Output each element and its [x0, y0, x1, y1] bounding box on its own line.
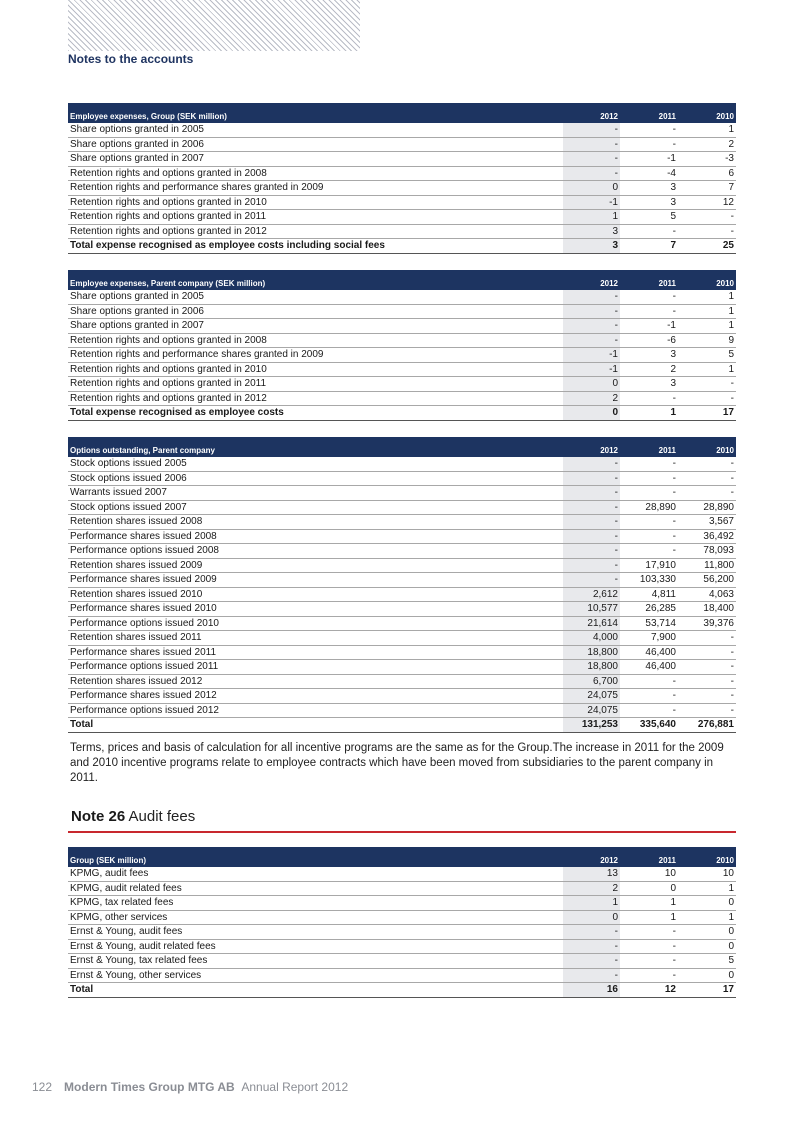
table-row: [68, 362, 736, 377]
note-divider: [68, 831, 736, 833]
cell-2011: 10: [620, 867, 678, 881]
cell-2012: 0: [563, 406, 620, 421]
cell-2012: 0: [563, 377, 620, 392]
cell-2010: 6: [678, 166, 736, 181]
cell-2011: 335,640: [620, 718, 678, 733]
row-label: Retention rights and performance shares granted in 2009: [68, 348, 563, 363]
cell-2011: 26,285: [620, 602, 678, 617]
row-label: Performance shares issued 2012: [68, 689, 563, 704]
table-options-outstanding: [68, 437, 736, 733]
cell-2012: -: [563, 573, 620, 588]
row-label: Performance shares issued 2011: [68, 645, 563, 660]
cell-2011: 1: [620, 406, 678, 421]
cell-2010: -: [678, 631, 736, 646]
cell-2012: -: [563, 457, 620, 471]
cell-2010: -: [678, 391, 736, 406]
cell-2010: 3,567: [678, 515, 736, 530]
report-name: Annual Report 2012: [241, 1080, 349, 1094]
table-row: [68, 674, 736, 689]
cell-2012: 13: [563, 867, 620, 881]
row-label: Total: [68, 718, 563, 733]
table-row: [68, 471, 736, 486]
cell-2011: 28,890: [620, 500, 678, 515]
cell-2012: 2,612: [563, 587, 620, 602]
cell-2011: 5: [620, 210, 678, 225]
cell-2012: -: [563, 471, 620, 486]
row-label: Ernst & Young, audit fees: [68, 925, 563, 940]
table-row: [68, 457, 736, 471]
note-heading: [71, 808, 195, 825]
table-row: [68, 939, 736, 954]
cell-2010: 56,200: [678, 573, 736, 588]
cell-2011: 2: [620, 362, 678, 377]
table-row: [68, 867, 736, 881]
cell-2011: -1: [620, 152, 678, 167]
row-label: KPMG, audit fees: [68, 867, 563, 881]
cell-2011: 103,330: [620, 573, 678, 588]
table-row: [68, 544, 736, 559]
table-row: [68, 529, 736, 544]
cell-2010: 17: [678, 983, 736, 998]
table-row: [68, 290, 736, 304]
row-label: Stock options issued 2006: [68, 471, 563, 486]
year-header: 2010: [678, 103, 736, 123]
row-label: Retention rights and options granted in 2010: [68, 195, 563, 210]
cell-2012: 24,075: [563, 703, 620, 718]
cell-2012: 0: [563, 181, 620, 196]
cell-2010: 12: [678, 195, 736, 210]
cell-2011: -: [620, 457, 678, 471]
cell-2012: 2: [563, 881, 620, 896]
cell-2012: 1: [563, 896, 620, 911]
row-label: KPMG, audit related fees: [68, 881, 563, 896]
cell-2010: 1: [678, 910, 736, 925]
cell-2011: 12: [620, 983, 678, 998]
year-header: 2011: [620, 437, 678, 457]
cell-2012: 10,577: [563, 602, 620, 617]
note-number: Note 26: [71, 808, 126, 825]
table-row: [68, 152, 736, 167]
cell-2010: 18,400: [678, 602, 736, 617]
cell-2010: 2: [678, 137, 736, 152]
row-label: Share options granted in 2005: [68, 290, 563, 304]
cell-2010: -: [678, 471, 736, 486]
year-header: 2012: [563, 103, 620, 123]
row-label: Retention shares issued 2009: [68, 558, 563, 573]
total-row: [68, 983, 736, 998]
row-label: Retention rights and options granted in 2012: [68, 391, 563, 406]
row-label: Share options granted in 2006: [68, 304, 563, 319]
row-label: Total expense recognised as employee costs: [68, 406, 563, 421]
table-row: [68, 631, 736, 646]
cell-2011: -: [620, 703, 678, 718]
row-label: Retention shares issued 2011: [68, 631, 563, 646]
row-label: Share options granted in 2005: [68, 123, 563, 137]
row-label: Share options granted in 2007: [68, 152, 563, 167]
table-header-row: [68, 847, 736, 867]
page-number: 122: [32, 1080, 53, 1094]
year-header: 2012: [563, 437, 620, 457]
row-label: Retention rights and options granted in 2010: [68, 362, 563, 377]
cell-2010: 1: [678, 290, 736, 304]
cell-2011: -: [620, 674, 678, 689]
cell-2011: 4,811: [620, 587, 678, 602]
table-row: [68, 645, 736, 660]
cell-2010: -: [678, 377, 736, 392]
cell-2010: -: [678, 210, 736, 225]
year-header: 2011: [620, 103, 678, 123]
year-header: 2010: [678, 270, 736, 290]
hatch-pattern-decoration: [68, 0, 360, 51]
cell-2011: -: [620, 689, 678, 704]
cell-2012: 0: [563, 910, 620, 925]
cell-2011: -: [620, 968, 678, 983]
cell-2011: 46,400: [620, 660, 678, 675]
cell-2011: -: [620, 304, 678, 319]
total-row: [68, 239, 736, 254]
cell-2011: -: [620, 529, 678, 544]
cell-2011: 1: [620, 896, 678, 911]
cell-2011: -: [620, 471, 678, 486]
year-header: 2011: [620, 847, 678, 867]
table-row: [68, 486, 736, 501]
cell-2012: 1: [563, 210, 620, 225]
cell-2011: 7: [620, 239, 678, 254]
cell-2012: -: [563, 304, 620, 319]
row-label: Retention rights and options granted in 2012: [68, 224, 563, 239]
table-row: [68, 703, 736, 718]
cell-2010: 9: [678, 333, 736, 348]
cell-2012: 3: [563, 239, 620, 254]
row-label: Performance options issued 2011: [68, 660, 563, 675]
cell-2011: -1: [620, 319, 678, 334]
table-header-row: [68, 103, 736, 123]
row-label: Stock options issued 2007: [68, 500, 563, 515]
table-row: [68, 195, 736, 210]
cell-2011: 46,400: [620, 645, 678, 660]
table-row: [68, 319, 736, 334]
cell-2012: -1: [563, 348, 620, 363]
total-row: [68, 406, 736, 421]
cell-2011: -: [620, 544, 678, 559]
table-row: [68, 304, 736, 319]
cell-2010: 11,800: [678, 558, 736, 573]
table-row: [68, 500, 736, 515]
cell-2012: -: [563, 137, 620, 152]
terms-paragraph: Terms, prices and basis of calculation for all incentive programs are the same as for the Group.The increase in 2011 for the 2009 and 2010 incentive programs relate to employee contracts which have been moved from subsidiaries to the parent company in 2011.: [70, 742, 724, 784]
row-label: KPMG, other services: [68, 910, 563, 925]
cell-2010: 1: [678, 123, 736, 137]
cell-2012: 6,700: [563, 674, 620, 689]
cell-2012: -: [563, 152, 620, 167]
cell-2010: -: [678, 645, 736, 660]
row-label: Retention shares issued 2008: [68, 515, 563, 530]
year-header: 2010: [678, 437, 736, 457]
row-label: Retention rights and options granted in 2011: [68, 377, 563, 392]
cell-2011: 0: [620, 881, 678, 896]
cell-2012: -1: [563, 362, 620, 377]
row-label: Retention rights and options granted in 2011: [68, 210, 563, 225]
cell-2012: 4,000: [563, 631, 620, 646]
table-title: Employee expenses, Parent company (SEK million): [68, 270, 563, 290]
table-group-expenses: [68, 103, 736, 254]
company-name: Modern Times Group MTG AB: [64, 1080, 235, 1094]
row-label: Retention rights and options granted in 2008: [68, 333, 563, 348]
cell-2011: -: [620, 515, 678, 530]
table-parent-expenses: [68, 270, 736, 421]
cell-2012: -: [563, 968, 620, 983]
year-header: 2012: [563, 270, 620, 290]
cell-2012: -: [563, 123, 620, 137]
cell-2011: 7,900: [620, 631, 678, 646]
cell-2012: -: [563, 486, 620, 501]
cell-2011: 3: [620, 377, 678, 392]
cell-2012: -: [563, 544, 620, 559]
row-label: Warrants issued 2007: [68, 486, 563, 501]
cell-2010: -: [678, 457, 736, 471]
row-label: Performance options issued 2010: [68, 616, 563, 631]
cell-2011: -: [620, 486, 678, 501]
year-header: 2012: [563, 847, 620, 867]
table-row: [68, 896, 736, 911]
cell-2011: 17,910: [620, 558, 678, 573]
table-row: [68, 377, 736, 392]
cell-2010: 25: [678, 239, 736, 254]
table-row: [68, 181, 736, 196]
table-row: [68, 137, 736, 152]
cell-2011: -: [620, 224, 678, 239]
year-header: 2010: [678, 847, 736, 867]
cell-2011: 3: [620, 195, 678, 210]
total-row: [68, 718, 736, 733]
cell-2010: 5: [678, 954, 736, 969]
row-label: Performance options issued 2008: [68, 544, 563, 559]
row-label: Retention rights and performance shares granted in 2009: [68, 181, 563, 196]
cell-2012: -: [563, 925, 620, 940]
cell-2010: 7: [678, 181, 736, 196]
row-label: Performance options issued 2012: [68, 703, 563, 718]
cell-2011: -: [620, 939, 678, 954]
cell-2012: -: [563, 290, 620, 304]
note-title: Audit fees: [128, 808, 196, 825]
table-row: [68, 224, 736, 239]
cell-2012: -: [563, 954, 620, 969]
cell-2011: -: [620, 137, 678, 152]
cell-2010: -3: [678, 152, 736, 167]
row-label: Share options granted in 2007: [68, 319, 563, 334]
cell-2012: 24,075: [563, 689, 620, 704]
table-row: [68, 123, 736, 137]
row-label: Share options granted in 2006: [68, 137, 563, 152]
table-row: [68, 348, 736, 363]
cell-2012: -: [563, 529, 620, 544]
cell-2012: 16: [563, 983, 620, 998]
cell-2011: -: [620, 391, 678, 406]
cell-2010: 5: [678, 348, 736, 363]
table-row: [68, 881, 736, 896]
cell-2012: -: [563, 319, 620, 334]
table-title: Employee expenses, Group (SEK million): [68, 103, 563, 123]
cell-2010: 17: [678, 406, 736, 421]
cell-2011: -: [620, 290, 678, 304]
cell-2010: 0: [678, 968, 736, 983]
cell-2010: 1: [678, 304, 736, 319]
cell-2010: 1: [678, 319, 736, 334]
row-label: Retention rights and options granted in 2008: [68, 166, 563, 181]
cell-2012: 18,800: [563, 645, 620, 660]
cell-2010: 28,890: [678, 500, 736, 515]
row-label: Total expense recognised as employee costs including social fees: [68, 239, 563, 254]
table-row: [68, 925, 736, 940]
cell-2012: -: [563, 166, 620, 181]
cell-2012: -: [563, 939, 620, 954]
table-row: [68, 689, 736, 704]
cell-2010: 0: [678, 939, 736, 954]
cell-2010: 36,492: [678, 529, 736, 544]
cell-2011: -: [620, 123, 678, 137]
cell-2010: -: [678, 703, 736, 718]
cell-2010: 78,093: [678, 544, 736, 559]
cell-2012: -: [563, 515, 620, 530]
table-row: [68, 558, 736, 573]
cell-2011: 3: [620, 181, 678, 196]
row-label: Total: [68, 983, 563, 998]
row-label: Ernst & Young, tax related fees: [68, 954, 563, 969]
table-audit-fees: [68, 847, 736, 998]
cell-2010: -: [678, 224, 736, 239]
row-label: Stock options issued 2005: [68, 457, 563, 471]
row-label: Retention shares issued 2010: [68, 587, 563, 602]
cell-2011: -6: [620, 333, 678, 348]
cell-2012: -: [563, 558, 620, 573]
table-title: Group (SEK million): [68, 847, 563, 867]
table-row: [68, 602, 736, 617]
cell-2010: 1: [678, 362, 736, 377]
cell-2010: -: [678, 674, 736, 689]
table-row: [68, 391, 736, 406]
cell-2010: 1: [678, 881, 736, 896]
table-row: [68, 166, 736, 181]
row-label: Performance shares issued 2009: [68, 573, 563, 588]
section-title: Notes to the accounts: [68, 52, 194, 66]
year-header: 2011: [620, 270, 678, 290]
cell-2010: 4,063: [678, 587, 736, 602]
table-row: [68, 333, 736, 348]
cell-2010: -: [678, 689, 736, 704]
table-row: [68, 515, 736, 530]
cell-2011: -4: [620, 166, 678, 181]
cell-2011: 1: [620, 910, 678, 925]
cell-2011: 3: [620, 348, 678, 363]
table-row: [68, 910, 736, 925]
page-footer: [32, 1080, 348, 1094]
table-row: [68, 968, 736, 983]
cell-2012: 3: [563, 224, 620, 239]
cell-2010: 0: [678, 896, 736, 911]
table-row: [68, 573, 736, 588]
cell-2010: 276,881: [678, 718, 736, 733]
table-row: [68, 210, 736, 225]
cell-2012: -: [563, 333, 620, 348]
table-row: [68, 660, 736, 675]
cell-2011: 53,714: [620, 616, 678, 631]
cell-2010: 10: [678, 867, 736, 881]
cell-2011: -: [620, 925, 678, 940]
cell-2010: 39,376: [678, 616, 736, 631]
table-header-row: [68, 437, 736, 457]
table-row: [68, 587, 736, 602]
table-header-row: [68, 270, 736, 290]
cell-2012: -1: [563, 195, 620, 210]
cell-2010: -: [678, 660, 736, 675]
table-row: [68, 954, 736, 969]
row-label: KPMG, tax related fees: [68, 896, 563, 911]
cell-2012: 18,800: [563, 660, 620, 675]
cell-2010: 0: [678, 925, 736, 940]
cell-2011: -: [620, 954, 678, 969]
cell-2010: -: [678, 486, 736, 501]
row-label: Performance shares issued 2010: [68, 602, 563, 617]
table-row: [68, 616, 736, 631]
cell-2012: 131,253: [563, 718, 620, 733]
cell-2012: 21,614: [563, 616, 620, 631]
row-label: Performance shares issued 2008: [68, 529, 563, 544]
row-label: Ernst & Young, audit related fees: [68, 939, 563, 954]
table-title: Options outstanding, Parent company: [68, 437, 563, 457]
cell-2012: -: [563, 500, 620, 515]
cell-2012: 2: [563, 391, 620, 406]
row-label: Retention shares issued 2012: [68, 674, 563, 689]
row-label: Ernst & Young, other services: [68, 968, 563, 983]
